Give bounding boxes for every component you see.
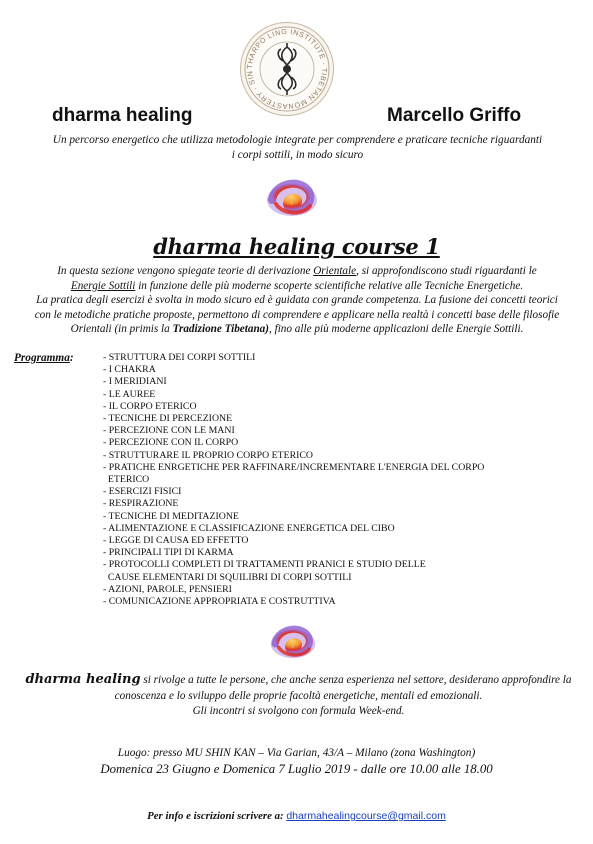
programma-item: - I MERIDIANI — [103, 376, 167, 388]
energie-sottili-link: Energie Sottili — [70, 279, 136, 292]
tradizione-tibetana-emphasis: Tradizione Tibetana) — [172, 323, 269, 335]
programma-item: ETERICO — [103, 474, 150, 486]
email-link[interactable]: dharmahealingcourse@gmail.com — [286, 810, 446, 822]
programma-item: - STRUTTURARE IL PROPRIO CORPO ETERICO — [103, 449, 314, 461]
contact-line: Per info e iscrizioni scrivere a: dharmahealingcourse@gmail.com — [147, 810, 446, 822]
svg-text:THARPO LING INSTITUTE · TIBETA: THARPO LING INSTITUTE · TIBETAN MONASTERY · SIN — [244, 26, 330, 112]
intro-line-1: Un percorso energetico che utilizza metodologie integrate per comprendere e praticare tecniche riguardanti — [52, 134, 543, 146]
brand-name: dharma healing — [25, 672, 141, 687]
programma-item: - PROTOCOLLI COMPLETI DI TRATTAMENTI PRANICI E STUDIO DELLE — [103, 559, 426, 571]
intro-text — [30, 133, 565, 162]
programma-item: - ALIMENTAZIONE E CLASSIFICAZIONE ENERGETICA DEL CIBO — [103, 522, 395, 534]
programma-list — [103, 352, 563, 608]
header-title-right: Marcello Griffo — [387, 105, 522, 126]
header-title-left: dharma healing — [52, 105, 193, 126]
programma-label: Programma: — [14, 352, 74, 364]
programma-item: - ESERCIZI FISICI — [103, 486, 182, 498]
programma-item: - STRUTTURA DEI CORPI SOTTILI — [103, 352, 256, 363]
programma-item: - COMUNICAZIONE APPROPRIATA E COSTRUTTIVA — [103, 596, 336, 608]
location-info — [0, 745, 593, 777]
institute-seal-logo — [240, 22, 334, 116]
programma-item: - RESPIRAZIONE — [103, 498, 179, 510]
programma-item: - PRINCIPALI TIPI DI KARMA — [103, 547, 234, 559]
programma-item: - I CHAKRA — [103, 364, 156, 376]
programma-item: - TECNICHE DI PERCEZIONE — [103, 413, 233, 425]
programma-item: CAUSE ELEMENTARI DI SQUILIBRI DI CORPI SOTTILI — [103, 571, 352, 583]
course-description: In questa sezione vengono spiegate teorie di derivazione Orientale, si approfondiscono studi riguardanti le Energie Sottili in funzione delle più moderne scoperte scientifiche relative alle Tecniche Energetiche. La pratica degli esercizi è svolta in modo sicuro ed è guidata con grande competenza. La fusione dei concetti teorici con le metodiche pratiche proposte, permettono di comprendere e applicare nella realtà i concetti base delle filosofie Orientali (in primis la Tradizione Tibetana), fino alle più moderne applicazioni delle Energie Sottili. — [34, 265, 560, 335]
programma-item: - IL CORPO ETERICO — [103, 400, 197, 412]
intro-line-2: i corpi sottili, in modo sicuro — [231, 148, 364, 161]
orientale-link: Orientale — [313, 265, 357, 277]
vajra-seal-icon — [241, 23, 333, 115]
course-title: dharma healing course 1 — [153, 234, 440, 259]
location-line: Luogo: presso MU SHIN KAN – Via Garian, 43/A – Milano (zona Washington) — [117, 747, 476, 759]
programma-item: - PERCEZIONE CON LE MANI — [103, 425, 235, 437]
programma-item: - LEGGE DI CAUSA ED EFFETTO — [103, 535, 249, 547]
programma-item: - LE AUREE — [103, 388, 156, 400]
date-line: Domenica 23 Giugno e Domenica 7 Luglio 2019 - dalle ore 10.00 alle 18.00 — [100, 762, 493, 776]
closing-paragraph: dharma healing si rivolge a tutte le persone, che anche senza esperienza nel settore, desiderano approfondire la conoscenza e lo sviluppo delle proprie facoltà energetiche, mentali ed emozionali. Gli incontri si svolgono con formula Week-end. — [25, 672, 572, 717]
energy-swirl-icon-2 — [268, 617, 318, 667]
programma-item: - AZIONI, PAROLE, PENSIERI — [103, 583, 232, 595]
energy-swirl-icon — [264, 170, 320, 226]
programma-item: - PRATICHE ENRGETICHE PER RAFFINARE/INCREMENTARE L'ENERGIA DEL CORPO — [103, 461, 485, 473]
programma-item: - TECNICHE DI MEDITAZIONE — [103, 510, 239, 522]
programma-item: - PERCEZIONE CON IL CORPO — [103, 437, 239, 449]
